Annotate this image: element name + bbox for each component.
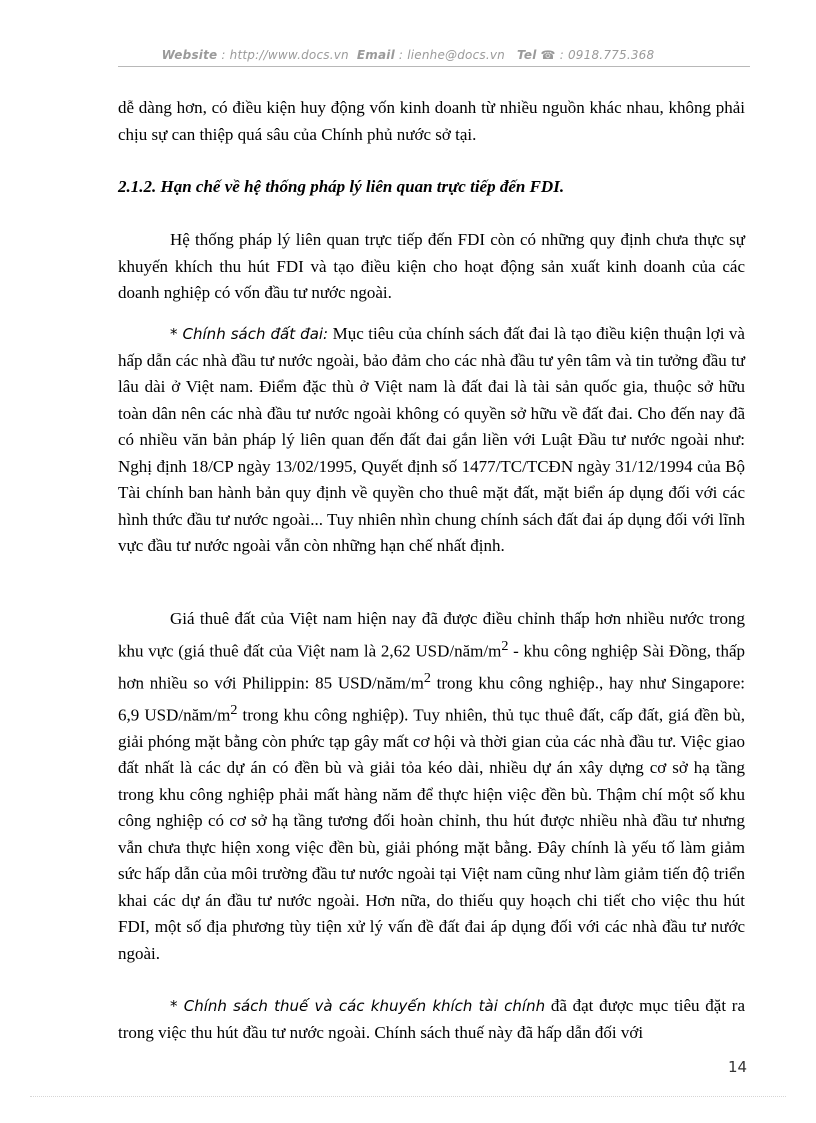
land-policy-text: Mục tiêu của chính sách đất đai là tạo điều kiện thuận lợi và hấp dẫn các nhà đầu tư nước ngoài, bảo đảm cho các nhà đầu tư yên tâm và tin tưởng đầu tư lâu dài ở Việt nam. Điểm đặc thù ở Việt nam là đất đai là tài sản quốc gia, thuộc sở hữu toàn dân nên các nhà đầu tư nước ngoài không có quyền sở hữu về đất đai. Cho đến nay đã có nhiều văn bản pháp lý liên quan đến đất đai gắn liền với Luật Đầu tư nước ngoài như: Nghị định 18/CP ngày 13/02/1995, Quyết định số 1477/TC/TCĐN ngày 31/12/1994 của Bộ Tài chính ban hành bản quy định về quyền cho thuê mặt đất, mặt biển áp dụng đối với các hình thức đầu tư nước ngoài... Tuy nhiên nhìn chung chính sách đất đai áp dụng đối với lĩnh vực đầu tư nước ngoài vẫn còn những hạn chế nhất định. <box>118 324 745 555</box>
land-policy-paragraph <box>118 321 745 560</box>
website-separator: : <box>217 48 230 62</box>
phone-icon: ☎ <box>540 48 556 62</box>
intro-block <box>118 227 745 307</box>
website-url[interactable]: http://www.docs.vn <box>229 48 349 62</box>
tel-separator: : <box>555 48 568 62</box>
email-separator: : <box>394 48 408 62</box>
page-header <box>0 48 816 62</box>
land-price-text-3: trong khu công nghiệp., hay như Singapore: 6,9 USD/năm/m <box>118 673 745 725</box>
intro-paragraph: Hệ thống pháp lý liên quan trực tiếp đến FDI còn có những quy định chưa thực sự khuyến khích thu hút FDI và tạo điều kiện cho hoạt động sản xuất kinh doanh của các doanh nghiệp có vốn đầu tư nước ngoài. <box>118 230 745 302</box>
section-heading-block <box>118 174 745 201</box>
land-policy-block <box>118 321 745 560</box>
land-price-text-2: - khu công nghiệp Sài Đồng, thấp hơn nhiều so với Philippin: 85 USD/năm/m <box>118 641 745 693</box>
page-number: 14 <box>728 1058 748 1076</box>
website-label: Website <box>161 48 218 62</box>
continuation-block <box>118 95 745 148</box>
tax-policy-block <box>118 993 745 1046</box>
footer-divider <box>30 1096 786 1097</box>
tax-policy-label: * Chính sách thuế và các khuyến khích tài chính <box>170 997 546 1015</box>
land-price-block <box>118 606 745 967</box>
continuation-paragraph: dễ dàng hơn, có điều kiện huy động vốn kinh doanh từ nhiều nguồn khác nhau, không phải chịu sự can thiệp quá sâu của Chính phủ nước sở tại. <box>118 98 745 144</box>
section-heading: 2.1.2. Hạn chế về hệ thống pháp lý liên quan trực tiếp đến FDI. <box>118 177 565 196</box>
email-label: Email <box>356 48 395 62</box>
tax-policy-paragraph <box>118 993 745 1046</box>
superscript-1: 2 <box>501 637 509 654</box>
superscript-2: 2 <box>423 669 431 686</box>
tel-label: Tel <box>517 48 537 62</box>
phone-number: 0918.775.368 <box>567 48 655 62</box>
land-price-text-1: Giá thuê đất của Việt nam hiện nay đã được điều chỉnh thấp hơn nhiều nước trong khu vực (giá thuê đất của Việt nam là 2,62 USD/năm/m <box>118 609 745 661</box>
land-policy-label: * Chính sách đất đai: <box>170 325 329 343</box>
email-address[interactable]: lienhe@docs.vn <box>407 48 505 62</box>
superscript-3: 2 <box>230 701 238 718</box>
land-price-paragraph <box>118 606 745 967</box>
header-divider <box>118 66 750 67</box>
tax-policy-text: đã đạt được mục tiêu đặt ra trong việc thu hút đầu tư nước ngoài. Chính sách thuế này đã hấp dẫn đối với <box>118 996 745 1042</box>
land-price-text-4: trong khu công nghiệp). Tuy nhiên, thủ tục thuê đất, cấp đất, giá đền bù, giải phóng mặt bằng còn phức tạp gây mất cơ hội và thời gian của các nhà đầu tư. Việc giao đất nhất là các dự án có đền bù và giải tỏa kéo dài, nhiều dự án xây dựng cơ sở hạ tầng trong khu công nghiệp phải mất hàng năm để thực hiện việc đền bù. Thậm chí một số khu công nghiệp có cơ sở hạ tầng tương đối hoàn chỉnh, thu hút được nhiều nhà đầu tư nhưng vẫn chưa thực hiện xong việc đền bù, giải phóng mặt bằng. Đây chính là yếu tố làm giảm sức hấp dẫn của môi trường đầu tư nước ngoài tại Việt nam cũng như làm giảm tiến độ triển khai các dự án đầu tư nước ngoài. Hơn nữa, do thiếu quy hoạch chi tiết cho việc thu hút FDI, một số địa phương tùy tiện xử lý vấn đề đất đai áp dụng đối với các nhà đầu tư nước ngoài. <box>118 705 746 963</box>
